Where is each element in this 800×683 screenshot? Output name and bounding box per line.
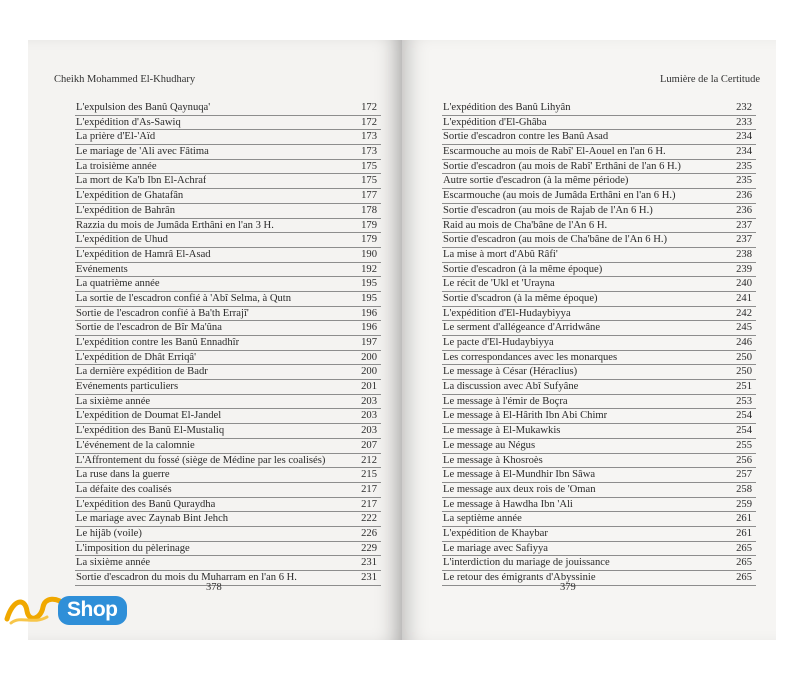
toc-entry-page: 212 [361,454,377,466]
toc-entry-title: L'expédition de Hamrâ El-Asad [76,248,211,260]
toc-entry-title: Le message au Négus [443,439,536,451]
toc-entry-title: L'expédition contre les Banû Ennadhîr [76,337,240,348]
toc-entry-title: Le mariage de 'Ali avec Fâtima [76,146,209,158]
toc-entry-page: 222 [361,513,377,525]
toc-entry-page: 203 [361,395,377,407]
toc-entry [442,263,756,278]
toc-entry-page: 217 [361,483,377,495]
toc-entry-title: La prière d'El-'Aïd [76,131,156,143]
toc-entry-title: La dernière expédition de Badr [76,366,208,378]
toc-entry-title: Razzia du mois de Jumâda Erthâni en l'an 3 H. [76,219,274,231]
toc-entry [442,468,756,483]
toc-entry-title: Evénements [76,263,128,275]
toc-entry-title: La mise à mort d'Abû Râfi' [443,248,558,260]
toc-entry [75,468,381,483]
toc-entry-page: 235 [736,175,752,187]
toc-entry-title: Le mariage avec Zaynab Bint Jehch [76,513,229,525]
toc-entry [75,424,381,439]
toc-entry-page: 234 [736,146,752,158]
toc-entry [442,248,756,263]
toc-list-left [75,101,381,586]
toc-entry [75,160,381,175]
toc-entry [442,483,756,498]
toc-entry-page: 173 [361,131,377,143]
toc-entry [75,174,381,189]
toc-entry [442,307,756,322]
toc-entry [442,409,756,424]
toc-entry-title: Sortie d'escadron (au mois de Cha'bâne de l'An 6 H.) [443,234,668,246]
toc-entry-page: 215 [361,469,377,481]
toc-entry-title: L'expédition de Uhud [76,234,168,246]
toc-entry-page: 231 [361,557,377,569]
toc-entry-title: Le message à El-Hârith Ibn Abi Chimr [443,410,608,422]
toc-entry [75,380,381,395]
toc-entry-title: L'imposition du pèlerinage [76,542,190,554]
toc-entry-title: Le retour des émigrants d'Abyssinie [443,572,596,583]
toc-entry-page: 175 [361,160,377,172]
page-number-right: 379 [560,582,576,593]
toc-entry [442,145,756,160]
toc-entry [75,277,381,292]
toc-entry-page: 196 [361,322,377,334]
toc-entry-title: La quatrième année [76,278,160,290]
toc-entry-title: La discussion avec Abî Sufyâne [443,381,579,393]
toc-entry [442,160,756,175]
toc-entry-page: 172 [361,102,377,113]
toc-entry-title: L'expédition de Doumat El-Jandel [76,410,222,422]
toc-entry [75,454,381,469]
toc-entry [442,380,756,395]
toc-entry-title: L'expédition d'As-Sawiq [76,116,181,128]
toc-entry-page: 251 [736,381,752,393]
toc-entry-page: 245 [736,322,752,334]
toc-entry [75,204,381,219]
toc-entry-title: Le message à El-Mukawkis [443,425,561,437]
toc-entry-page: 256 [736,454,752,466]
toc-entry [442,174,756,189]
toc-entry-page: 265 [736,557,752,569]
toc-entry-page: 250 [736,366,752,378]
toc-entry-page: 173 [361,146,377,158]
toc-entry-page: 250 [736,351,752,363]
toc-entry-page: 232 [736,102,752,113]
toc-entry-page: 179 [361,234,377,246]
toc-entry [442,233,756,248]
toc-entry-title: L'expédition des Banû El-Mustaliq [76,425,225,437]
toc-entry-page: 235 [736,160,752,172]
toc-entry [75,101,381,116]
toc-entry-page: 236 [736,190,752,202]
toc-entry-title: L'expédition d'El-Hudaybiyya [443,307,571,319]
toc-entry-title: Le message à l'émir de Boçra [443,395,568,407]
toc-entry-page: 265 [736,542,752,554]
toc-entry [442,189,756,204]
toc-entry-page: 257 [736,469,752,481]
toc-entry-title: Le hijâb (voile) [76,527,142,539]
toc-entry-page: 195 [361,278,377,290]
toc-entry [442,116,756,131]
toc-entry-title: Escarmouche (au mois de Jumâda Erthâni en l'an 6 H.) [443,190,676,202]
logo-text: Shop [58,596,127,625]
toc-entry-page: 265 [736,572,752,583]
toc-entry-page: 196 [361,307,377,319]
toc-entry-title: L'expédition des Banû Quraydha [76,498,216,510]
toc-entry-page: 200 [361,366,377,378]
running-head-left: Cheikh Mohammed El-Khudhary [54,74,196,85]
toc-entry-title: Evénements particuliers [76,381,179,393]
toc-entry-page: 246 [736,337,752,348]
toc-entry-title: Autre sortie d'escadron (à la même période) [443,175,629,187]
toc-entry-page: 238 [736,248,752,260]
toc-entry-title: L'expulsion des Banû Qaynuqa' [76,102,211,113]
toc-entry-page: 203 [361,425,377,437]
toc-entry [75,219,381,234]
toc-entry-title: Le message aux deux rois de 'Oman [443,483,596,495]
toc-entry-page: 175 [361,175,377,187]
toc-entry-title: La ruse dans la guerre [76,469,170,481]
toc-entry-title: Sortie d'escadron contre les Banû Asad [443,131,609,143]
toc-entry-page: 261 [736,527,752,539]
toc-entry [442,351,756,366]
toc-entry [75,365,381,380]
toc-entry-page: 237 [736,234,752,246]
toc-entry [442,101,756,116]
toc-entry [442,130,756,145]
toc-entry [75,409,381,424]
toc-entry [442,321,756,336]
toc-entry-title: La troisième année [76,160,157,172]
toc-entry-title: Le récit de 'Ukl et 'Urayna [443,278,555,290]
toc-entry-title: La sixième année [76,395,151,407]
toc-entry [75,395,381,410]
toc-entry [442,277,756,292]
open-book [28,40,776,640]
toc-entry [442,498,756,513]
toc-entry-title: Sortie de l'escadron de Bîr Ma'ûna [76,322,222,334]
toc-entry [442,292,756,307]
toc-entry-title: L'Affrontement du fossé (siège de Médine par les coalisés) [76,454,326,466]
toc-entry-title: La sortie de l'escadron confié à 'Abî Selma, à Qutn [76,292,292,304]
toc-entry-title: Le pacte d'El-Hudaybiyya [443,337,554,348]
toc-entry-title: Le message à César (Héraclius) [443,366,578,378]
toc-entry-page: 259 [736,498,752,510]
toc-entry [75,116,381,131]
toc-entry [442,395,756,410]
toc-entry-title: La septième année [443,513,522,525]
toc-entry-title: Escarmouche au mois de Rabî' El-Aouel en l'an 6 H. [443,146,666,158]
toc-entry-page: 234 [736,131,752,143]
toc-entry-page: 240 [736,278,752,290]
toc-entry-page: 258 [736,483,752,495]
toc-entry-title: L'expédition d'El-Ghâba [443,116,547,128]
right-page [402,40,776,640]
toc-entry [75,145,381,160]
toc-entry [442,527,756,542]
toc-entry-title: Le message à Khosroès [443,454,543,466]
shop-logo [3,589,163,639]
toc-entry-title: Le message à El-Mundhir Ibn Sâwa [443,469,596,481]
toc-entry-title: L'expédition des Banû Lihyân [443,102,571,113]
toc-entry-title: L'expédition de Khaybar [443,527,548,539]
toc-entry-page: 172 [361,116,377,128]
toc-entry-page: 239 [736,263,752,275]
left-page [28,40,402,640]
toc-entry [442,556,756,571]
toc-entry [75,189,381,204]
toc-entry-title: L'expédition de Bahrân [76,204,175,216]
toc-entry-page: 200 [361,351,377,363]
toc-entry-page: 241 [736,292,752,304]
toc-entry [442,542,756,557]
toc-entry-page: 236 [736,204,752,216]
toc-entry-page: 195 [361,292,377,304]
toc-entry [442,204,756,219]
toc-entry-page: 229 [361,542,377,554]
toc-entry-page: 197 [361,337,377,348]
toc-entry [75,556,381,571]
toc-entry [442,336,756,351]
toc-entry-title: Sortie d'escadron (au mois de Rajab de l'An 6 H.) [443,204,653,216]
toc-entry-page: 226 [361,527,377,539]
toc-list-right [442,101,756,586]
toc-entry-title: Le mariage avec Safiyya [443,542,548,554]
toc-entry-title: Sortie d'scadron (à la même époque) [443,292,598,304]
toc-entry-title: L'interdiction du mariage de jouissance [443,557,610,569]
toc-entry-title: La sixième année [76,557,151,569]
toc-entry [75,336,381,351]
toc-entry [75,498,381,513]
toc-entry-title: Les correspondances avec les monarques [443,351,618,363]
toc-entry-page: 207 [361,439,377,451]
toc-entry-page: 203 [361,410,377,422]
toc-entry-page: 254 [736,410,752,422]
toc-entry-page: 178 [361,204,377,216]
toc-entry-title: Le serment d'allégeance d'Arridwâne [443,322,601,334]
toc-entry [75,263,381,278]
toc-entry-page: 231 [361,572,377,583]
toc-entry-page: 177 [361,190,377,202]
toc-entry-page: 201 [361,381,377,393]
toc-entry-page: 253 [736,395,752,407]
toc-entry-title: L'expédition de Dhât Erriqâ' [76,351,197,363]
toc-entry [442,439,756,454]
toc-entry-title: Le message à Hawdha Ibn 'Ali [443,498,573,510]
toc-entry [75,351,381,366]
toc-entry [75,542,381,557]
toc-entry [75,248,381,263]
toc-entry-page: 254 [736,425,752,437]
toc-entry-title: La mort de Ka'b Ibn El-Achraf [76,175,207,187]
toc-entry-title: Raid au mois de Cha'bâne de l'An 6 H. [443,219,608,231]
toc-entry-page: 217 [361,498,377,510]
toc-entry-page: 179 [361,219,377,231]
toc-entry [75,483,381,498]
toc-entry-page: 261 [736,513,752,525]
toc-entry-title: Sortie d'escadron (à la même époque) [443,263,603,275]
toc-entry [75,130,381,145]
toc-entry-page: 255 [736,439,752,451]
toc-entry [442,219,756,234]
toc-entry-page: 237 [736,219,752,231]
toc-entry [75,527,381,542]
toc-entry [75,233,381,248]
toc-entry-title: L'expédition de Ghatafân [76,190,184,202]
toc-entry [75,292,381,307]
toc-entry [442,424,756,439]
toc-entry [75,321,381,336]
toc-entry-page: 233 [736,116,752,128]
toc-entry [442,571,756,586]
toc-entry-title: Sortie de l'escadron confié à Ba'th Errajî' [76,307,249,319]
toc-entry [442,365,756,380]
toc-entry [75,307,381,322]
toc-entry [442,512,756,527]
page-number-left: 378 [206,582,222,593]
toc-entry-title: La défaite des coalisés [76,483,172,495]
toc-entry-page: 192 [361,263,377,275]
toc-entry [75,512,381,527]
toc-entry-page: 242 [736,307,752,319]
toc-entry-title: L'événement de la calomnie [76,439,195,451]
toc-entry-title: Sortie d'escadron du mois du Muharram en l'an 6 H. [76,572,297,583]
toc-entry [75,571,381,586]
toc-entry-page: 190 [361,248,377,260]
running-head-right: Lumière de la Certitude [659,74,760,85]
toc-entry-title: Sortie d'escadron (au mois de Rabî' Erthâni de l'an 6 H.) [443,160,681,172]
toc-entry [75,439,381,454]
toc-entry [442,454,756,469]
